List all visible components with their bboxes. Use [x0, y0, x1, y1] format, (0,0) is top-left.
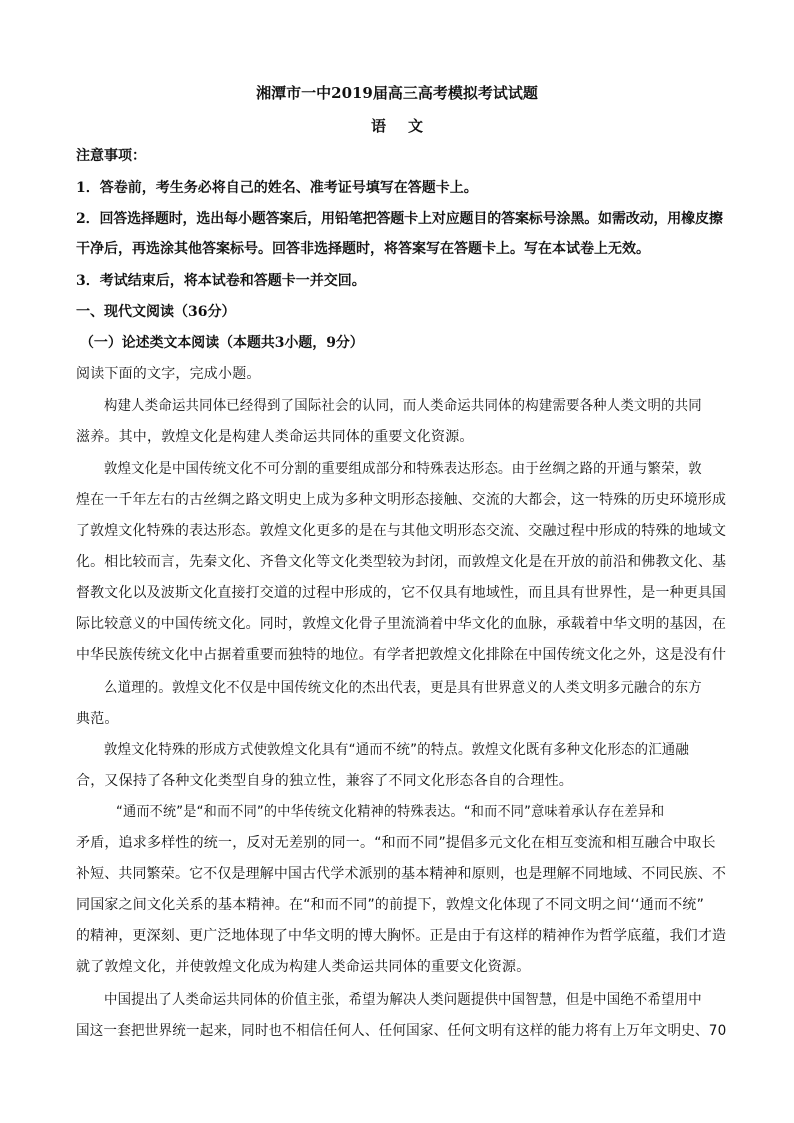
body-line: 敦煌文化是中国传统文化不可分割的重要组成部分和特殊表达形态。由于丝绸之路的开通与繁荣，敦: [104, 461, 702, 477]
body-line: 就了敦煌文化，并使敦煌文化成为构建人类命运共同体的重要文化资源。: [76, 959, 531, 975]
notice-line: 2．回答选择题时，选出每小题答案后，用铅笔把答题卡上对应题目的答案标号涂黑。如需改动，用橡皮擦: [76, 211, 723, 227]
notice-line: 干净后，再选涂其他答案标号。回答非选择题时，将答案写在答题卡上。写在本试卷上无效。: [76, 241, 650, 257]
body-line: 国这一套把世界统一起来，同时也不相信任何人、任何国家、任何文明有这样的能力将有上万年文明史、70: [76, 1023, 727, 1039]
body-line: 中华民族传统文化中占据着重要而独特的地位。有学者把敦煌文化排除在中国传统文化之外，这是没有什: [76, 647, 727, 663]
exam-title: 湘潭市一中2019届高三高考模拟考试试题: [256, 84, 538, 102]
body-line: 的精神，更深刻、更广泛地体现了中华文明的博大胸怀。正是由于有这样的精神作为哲学底蕴，我们才造: [76, 928, 727, 944]
body-line: 了敦煌文化特殊的表达形态。敦煌文化更多的是在与其他文明形态交流、交融过程中形成的特殊的地域文: [76, 523, 727, 539]
body-line: 滋养。其中，敦煌文化是构建人类命运共同体的重要文化资源。: [76, 429, 474, 445]
subsection-heading: （一）论述类文本阅读（本题共3小题，9分）: [80, 335, 364, 351]
body-line: 化。相比较而言，先秦文化、齐鲁文化等文化类型较为封闭，而敦煌文化是在开放的前沿和佛教文化、基: [76, 554, 727, 570]
body-line: 煌在一千年左右的古丝绸之路文明史上成为多种文明形态接触、交流的大都会，这一特殊的历史环境形成: [76, 492, 727, 508]
body-line: 际比较意义的中国传统文化。同时，敦煌文化骨子里流淌着中华文化的血脉，承载着中华文明的基因，在: [76, 616, 727, 632]
body-line: 构建人类命运共同体已经得到了国际社会的认同，而人类命运共同体的构建需要各种人类文明的共同: [104, 398, 702, 414]
body-line: 补短、共同繁荣。它不仅是理解中国古代学术派别的基本精神和原则，也是理解不同地域、不同民族、不: [76, 866, 727, 882]
body-line: 中国提出了人类命运共同体的价值主张，希望为解决人类问题提供中国智慧，但是中国绝不希望用中: [104, 992, 702, 1008]
notice-heading: 注意事项：: [76, 148, 146, 164]
body-line: 合，又保持了各种文化类型自身的独立性，兼容了不同文化形态各自的合理性。: [76, 773, 573, 789]
body-line: 么道理的。敦煌文化不仅是中国传统文化的杰出代表，更是具有世界意义的人类文明多元融合的东方: [104, 680, 702, 696]
body-line: 矛盾，追求多样性的统一，反对无差别的同一。“和而不同”提倡多元文化在相互变流和相互融合中取长: [76, 835, 716, 851]
body-line: 典范。: [76, 711, 119, 727]
body-line: 敦煌文化特殊的形成方式使敦煌文化具有“通而不统”的特点。敦煌文化既有多种文化形态的汇通融: [104, 742, 689, 758]
section-heading: 一、现代文阅读（36分）: [76, 304, 236, 320]
notice-line: 3．考试结束后，将本试卷和答题卡一并交回。: [76, 273, 366, 289]
body-line: 同国家之间文化关系的基本精神。在“和而不同”的前提下，敦煌文化体现了不同文明之间‘‘通而不统”: [76, 897, 705, 913]
body-line: 督教文化以及波斯文化直接打交道的过程中形成的，它不仅具有地域性，而且具有世界性，是一种更具国: [76, 585, 727, 601]
body-line: “通而不统”是“和而不同”的中华传统文化精神的特殊表达。“和而不同”意味着承认存在差异和: [116, 804, 665, 820]
subject-title: 语文: [370, 117, 445, 135]
instruction-text: 阅读下面的文字，完成小题。: [76, 366, 261, 382]
notice-line: 1．答卷前，考生务必将自己的姓名、准考证号填写在答题卡上。: [76, 180, 478, 196]
